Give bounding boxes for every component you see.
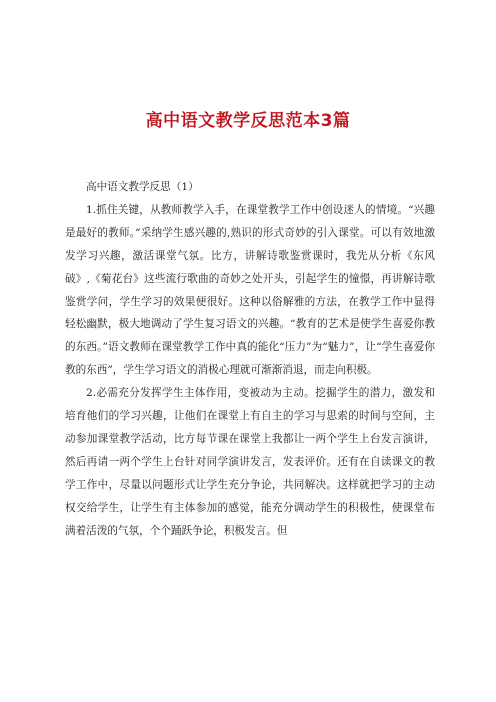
paragraph-2: 2.必需充分发挥学生主体作用，变被动为主动。挖掘学生的潜力，激发和培育他们的学习兴趣，让他们在课堂上有自主的学习与思索的时间与空间，主动参加课堂教学活动，比方每节课在课堂上我都让一两个学生上台发言演讲，然后再请一两个学生上台针对同学演讲发言，发表评价。还有在自读课文的教学工作中，尽量以问题形式让学生充分争论，共同解决。这样就把学习的主动权交给学生，让学生有主体参加的感觉，能充分调动学生的积极性，使课堂布满着活泼的气氛，个个踊跃争论，积极发言。但 [65, 387, 435, 537]
paragraph-1: 1.抓住关键，从教师教学入手，在课堂教学工作中创设迷人的情境。“兴趣是最好的教师。”采纳学生感兴趣的,熟识的形式奇妙的引入课堂。可以有效地激发学习兴趣，激活课堂气氛。比方，讲解诗歌鉴赏课时，我先从分析《东风破》,《菊花台》这些流行歌曲的奇妙之处开头，引起学生的憧憬，再讲解诗歌鉴赏学问，学生学习的效果便很好。这种以俗解雅的方法，在教学工作中显得轻松幽默，极大地调动了学生复习语文的兴趣。“教育的艺术是使学生喜爱你教的东西。”语文教师在课堂教学工作中真的能化“压力”为“魅力”，让“学生喜爱你教的东西”，学生学习语文的消极心理就可渐渐消退，而走向积极。 [65, 203, 435, 377]
section-heading: 高中语文教学反思（1） [86, 181, 199, 193]
document-title: 高中语文教学反思范本3篇 [145, 111, 351, 131]
document-body [65, 176, 435, 543]
